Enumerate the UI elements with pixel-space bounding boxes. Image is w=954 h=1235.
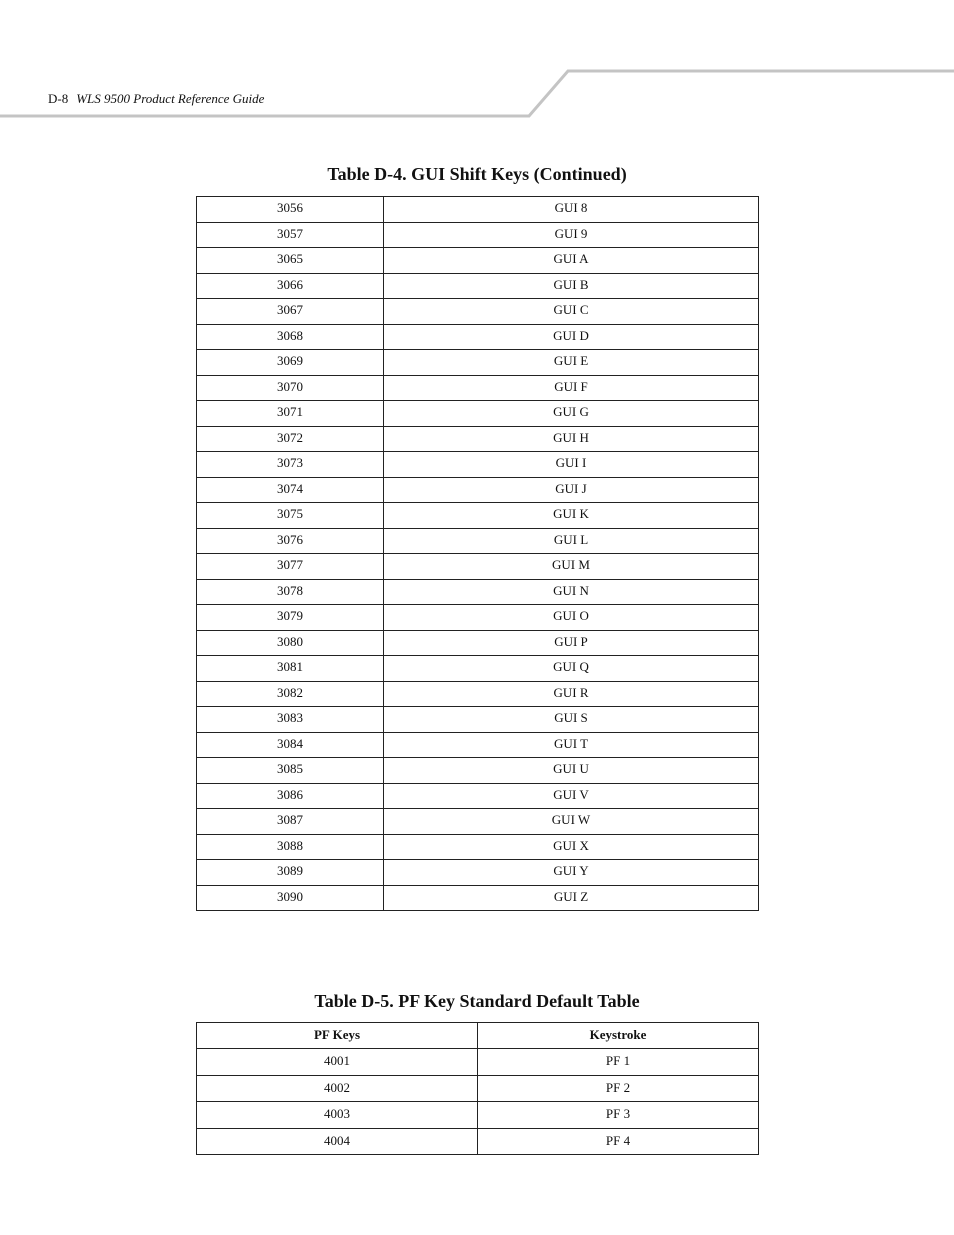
key-value-cell: GUI K [384,503,759,529]
table-row [197,834,759,860]
key-code-cell: 3083 [197,707,384,733]
table-row [197,732,759,758]
key-code-cell: 3077 [197,554,384,580]
key-code-cell: 3074 [197,477,384,503]
key-code-cell: 3067 [197,299,384,325]
key-value-cell: GUI P [384,630,759,656]
key-code-cell: 3078 [197,579,384,605]
key-code-cell: 3090 [197,885,384,911]
page-number: D-8 [48,91,69,106]
key-code-cell: 3080 [197,630,384,656]
key-value-cell: GUI G [384,401,759,427]
table-row [197,681,759,707]
key-value-cell: GUI W [384,809,759,835]
table-d5-body [197,1049,759,1155]
key-code-cell: 3070 [197,375,384,401]
table-gui-shift-keys [196,196,759,911]
key-code-cell: 3072 [197,426,384,452]
key-code-cell: 3089 [197,860,384,886]
table-row [197,273,759,299]
key-value-cell: GUI R [384,681,759,707]
key-value-cell: PF 4 [478,1128,759,1154]
table-row [197,452,759,478]
key-code-cell: 4003 [197,1102,478,1128]
key-value-cell: GUI T [384,732,759,758]
header-rule [0,0,954,130]
key-value-cell: PF 2 [478,1075,759,1101]
document-title: WLS 9500 Product Reference Guide [76,91,265,106]
key-code-cell: 3081 [197,656,384,682]
table-row [197,656,759,682]
table-row [197,1128,759,1154]
table-pf-key-defaults [196,1022,759,1155]
key-code-cell: 3086 [197,783,384,809]
key-value-cell: GUI N [384,579,759,605]
key-value-cell: GUI C [384,299,759,325]
table-d5-title: Table D-5. PF Key Standard Default Table [314,991,640,1011]
key-value-cell: GUI L [384,528,759,554]
key-code-cell: 3068 [197,324,384,350]
table-row [197,860,759,886]
table-row [197,885,759,911]
key-code-cell: 3088 [197,834,384,860]
key-value-cell: GUI E [384,350,759,376]
key-code-cell: 4001 [197,1049,478,1075]
key-value-cell: PF 1 [478,1049,759,1075]
key-value-cell: GUI Y [384,860,759,886]
key-value-cell: GUI F [384,375,759,401]
table-row [197,401,759,427]
key-value-cell: GUI D [384,324,759,350]
key-code-cell: 3076 [197,528,384,554]
table-row [197,324,759,350]
key-code-cell: 3087 [197,809,384,835]
table-row [197,707,759,733]
key-code-cell: 3075 [197,503,384,529]
table-d4-body [197,197,759,911]
table-row [197,528,759,554]
key-code-cell: 3085 [197,758,384,784]
key-code-cell: 3079 [197,605,384,631]
table-row [197,197,759,223]
table-row [197,248,759,274]
key-value-cell: GUI J [384,477,759,503]
key-value-cell: GUI V [384,783,759,809]
key-value-cell: GUI A [384,248,759,274]
table-row [197,809,759,835]
key-code-cell: 3057 [197,222,384,248]
table-row [197,477,759,503]
key-code-cell: 3065 [197,248,384,274]
key-code-cell: 3084 [197,732,384,758]
table-row [197,783,759,809]
key-code-cell: 3073 [197,452,384,478]
table-row [197,579,759,605]
table-row [197,1075,759,1101]
key-value-cell: GUI I [384,452,759,478]
key-code-cell: 4002 [197,1075,478,1101]
key-value-cell: GUI H [384,426,759,452]
column-header-keystroke: Keystroke [478,1023,759,1049]
key-value-cell: GUI 9 [384,222,759,248]
key-code-cell: 3082 [197,681,384,707]
table-row [197,503,759,529]
key-code-cell: 4004 [197,1128,478,1154]
key-code-cell: 3069 [197,350,384,376]
key-value-cell: PF 3 [478,1102,759,1128]
table-row [197,1102,759,1128]
table-row [197,630,759,656]
table-row [197,222,759,248]
key-value-cell: GUI Q [384,656,759,682]
table-d4-title: Table D-4. GUI Shift Keys (Continued) [327,164,627,184]
key-code-cell: 3071 [197,401,384,427]
key-value-cell: GUI Z [384,885,759,911]
table-row [197,1049,759,1075]
key-value-cell: GUI B [384,273,759,299]
key-value-cell: GUI X [384,834,759,860]
table-row [197,605,759,631]
table-row [197,350,759,376]
table-row [197,554,759,580]
table-row [197,758,759,784]
key-value-cell: GUI S [384,707,759,733]
key-code-cell: 3066 [197,273,384,299]
table-row [197,426,759,452]
key-value-cell: GUI U [384,758,759,784]
key-value-cell: GUI 8 [384,197,759,223]
table-row [197,375,759,401]
key-code-cell: 3056 [197,197,384,223]
key-value-cell: GUI O [384,605,759,631]
key-value-cell: GUI M [384,554,759,580]
running-header [48,91,264,107]
column-header-pf-keys: PF Keys [197,1023,478,1049]
table-header-row [197,1023,759,1049]
table-row [197,299,759,325]
